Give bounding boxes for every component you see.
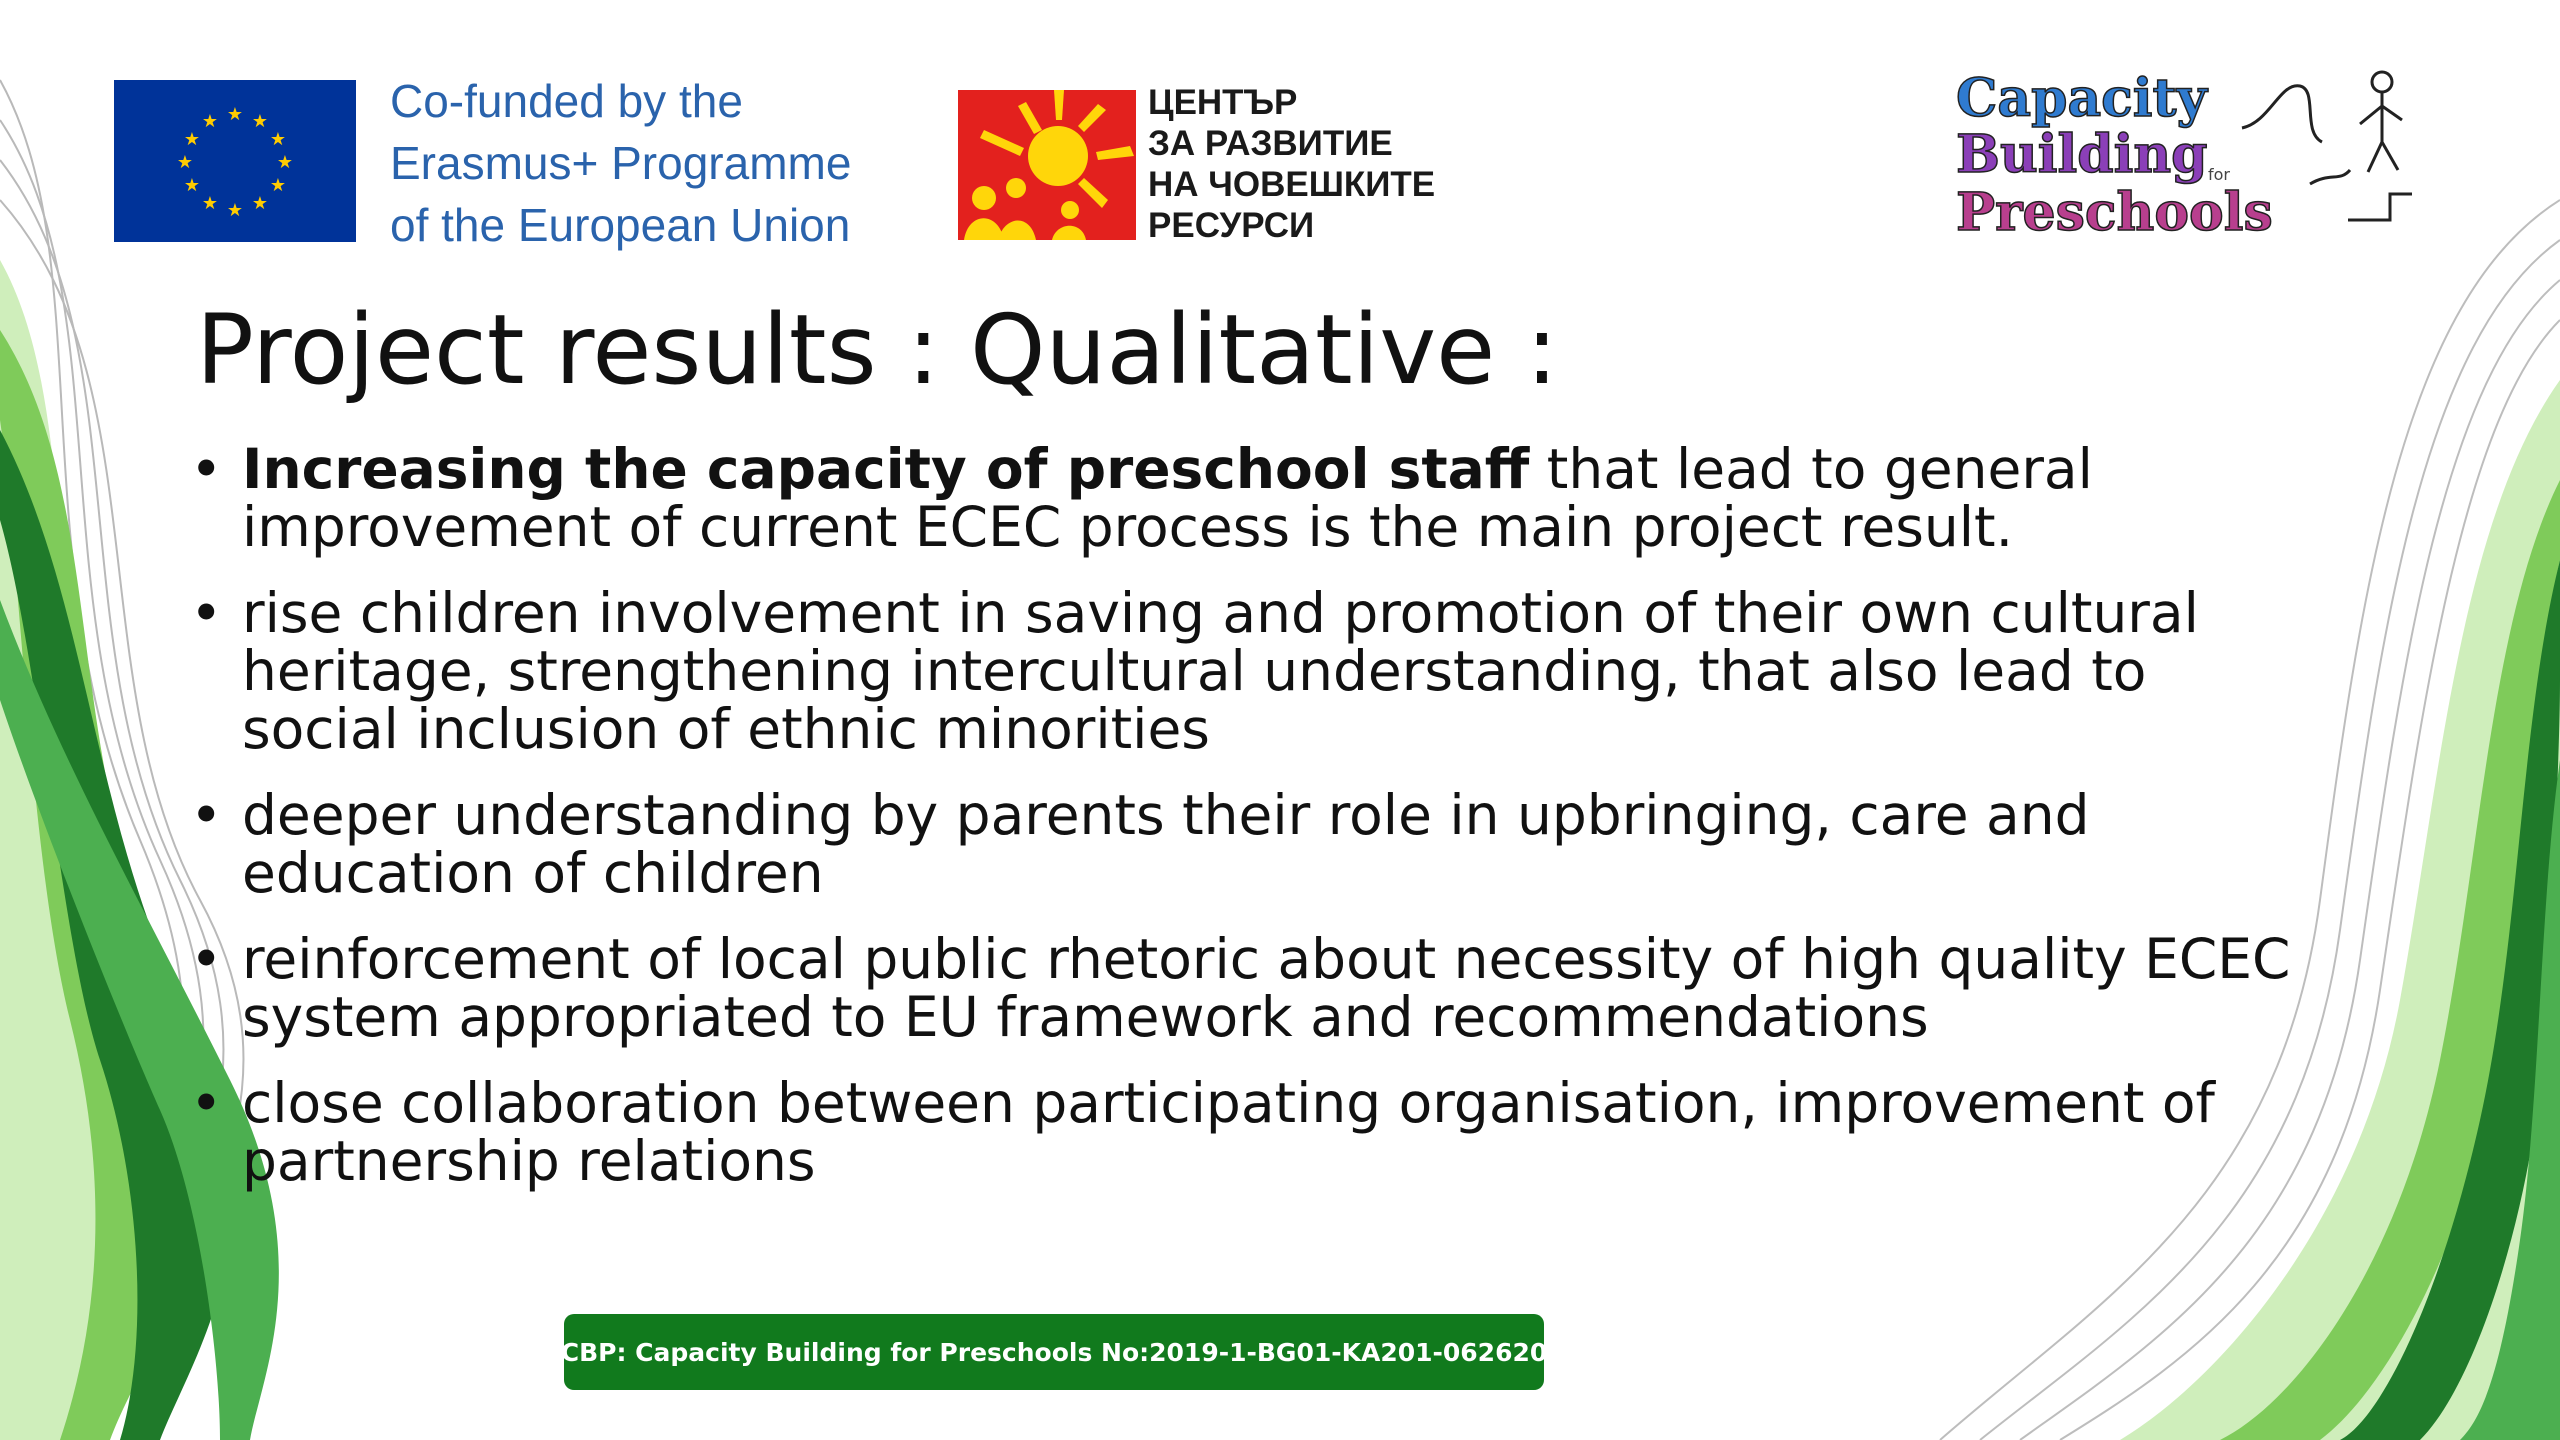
center-for-human-resources-text: [1148, 82, 1435, 246]
bullet-text: reinforcement of local public rhetoric about necessity of high quality ECEC system appropriated to EU framework and recommendations: [242, 927, 2291, 1049]
svg-text:★: ★: [251, 111, 269, 132]
logo-word-capacity: Capacity: [1956, 68, 2207, 129]
bullet-icon: •: [190, 437, 223, 501]
svg-text:★: ★: [201, 193, 219, 214]
eu-flag-logo: [114, 80, 356, 242]
eu-text-line: Erasmus+ Programme: [390, 137, 852, 189]
svg-text:★: ★: [226, 104, 244, 125]
bullet-icon: •: [190, 783, 223, 847]
svg-text:★: ★: [226, 200, 244, 221]
bullet-text: close collaboration between participating organisation, improvement of partnership relations: [242, 1071, 2215, 1193]
center-text-line: ЦЕНТЪР: [1148, 83, 1298, 122]
svg-text:★: ★: [176, 152, 194, 173]
logo-word-building: Building: [1956, 124, 2208, 185]
bullet-bold-text: Increasing the capacity of preschool staff: [242, 437, 1530, 501]
project-number-footer: CBP: Capacity Building for Preschools No:2019-1-BG01-KA201-062620: [564, 1314, 1544, 1390]
bullet-text: deeper understanding by parents their role in upbringing, care and education of children: [242, 783, 2090, 905]
svg-text:★: ★: [201, 111, 219, 132]
svg-text:★: ★: [276, 152, 294, 173]
eu-cofunding-text: [390, 70, 851, 256]
bullet-text: that lead to general improvement of current ECEC process is the main project result.: [242, 437, 2093, 559]
sun-children-logo: [958, 90, 1136, 240]
bullet-text: rise children involvement in saving and promotion of their own cultural heritage, strengthening intercultural understanding, that also lead to social inclusion of ethnic minorities: [242, 581, 2199, 761]
capacity-building-preschools-logo: [1950, 62, 2420, 242]
bullet-icon: •: [190, 581, 223, 645]
svg-text:★: ★: [183, 175, 201, 196]
eu-text-line: Co-funded by the: [390, 75, 743, 127]
bullet-item: [190, 927, 2300, 1049]
bullet-icon: •: [190, 1071, 223, 1135]
logo-word-for: for: [2208, 165, 2230, 184]
bullet-icon: •: [190, 927, 223, 991]
bullet-item: [190, 783, 2300, 905]
bullet-item: [190, 437, 2300, 559]
svg-text:★: ★: [269, 175, 287, 196]
center-text-line: ЗА РАЗВИТИЕ: [1148, 124, 1393, 163]
svg-text:★: ★: [269, 129, 287, 150]
slide-title: Project results : Qualitative :: [196, 294, 1559, 406]
eu-text-line: of the European Union: [390, 199, 851, 251]
results-bullet-list: [190, 437, 2300, 1218]
center-text-line: НА ЧОВЕШКИТЕ: [1148, 165, 1436, 204]
svg-text:★: ★: [251, 193, 269, 214]
logo-word-preschools: Preschools: [1956, 182, 2273, 242]
bullet-item: [190, 581, 2300, 761]
svg-text:★: ★: [183, 129, 201, 150]
center-text-line: РЕСУРСИ: [1148, 206, 1315, 245]
bullet-item: [190, 1071, 2300, 1193]
